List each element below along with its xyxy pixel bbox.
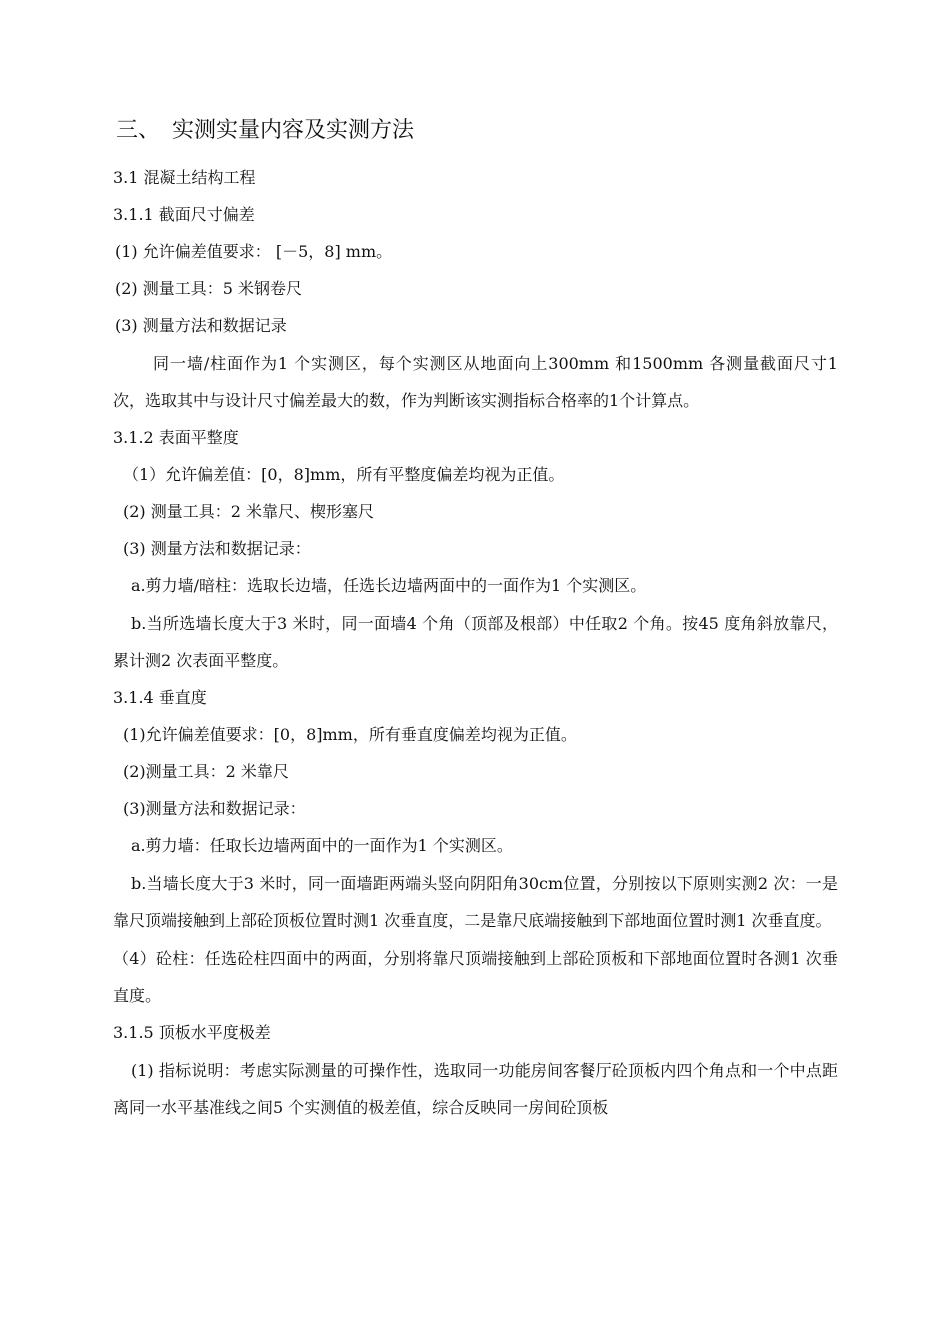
paragraph-3-1-1: 同一墙/柱面作为1 个实测区，每个实测区从地面向上300mm 和1500mm 各测量截面尺寸1 次，选取其中与设计尺寸偏差最大的数，作为判断该实测指标合格率的1个计算点。	[113, 354, 838, 410]
heading-3-1-4: 3.1.4 垂直度	[113, 688, 207, 707]
heading-3-1-1: 3.1.1 截面尺寸偏差	[113, 205, 255, 224]
section-number: 三、	[116, 118, 161, 143]
heading-3-1: 3.1 混凝土结构工程	[113, 168, 256, 187]
item-3-1-1-1: (1) 允许偏差值要求： [－5，8] mm。	[115, 242, 393, 261]
item-3-1-4-a: a.剪力墙：任取长边墙两面中的一面作为1 个实测区。	[131, 836, 513, 855]
section-title	[116, 116, 838, 146]
item-3-1-5-1: (1) 指标说明：考虑实际测量的可操作性，选取同一功能房间客餐厅砼顶板内四个角点和一个中点距离同一水平基准线之间5 个实测值的极差值，综合反映同一房间砼顶板	[113, 1061, 838, 1117]
item-3-1-4-3: (3)测量方法和数据记录：	[123, 799, 306, 818]
item-3-1-4-2: (2)测量工具：2 米靠尺	[123, 762, 289, 781]
item-3-1-2-a: a.剪力墙/暗柱：选取长边墙，任选长边墙两面中的一面作为1 个实测区。	[131, 576, 647, 595]
heading-3-1-5: 3.1.5 顶板水平度极差	[113, 1023, 271, 1042]
item-3-1-4-b: b.当墙长度大于3 米时，同一面墙距两端头竖向阴阳角30cm位置，分别按以下原则实测2 次：一是靠尺顶端接触到上部砼顶板位置时测1 次垂直度，二是靠尺底端接触到下部地面位置时测1 次垂直度。	[113, 874, 838, 930]
item-3-1-1-3: (3) 测量方法和数据记录	[115, 316, 287, 335]
document-body	[113, 116, 838, 1135]
item-3-1-1-2: (2) 测量工具：5 米钢卷尺	[115, 279, 303, 298]
section-title-text: 实测实量内容及实测方法	[172, 118, 415, 143]
item-3-1-4-4: （4）砼柱：任选砼柱四面中的两面，分别将靠尺顶端接触到上部砼顶板和下部地面位置时各测1 次垂直度。	[113, 949, 838, 1005]
item-3-1-2-3: (3) 测量方法和数据记录：	[123, 539, 311, 558]
item-3-1-2-2: (2) 测量工具：2 米靠尺、楔形塞尺	[123, 502, 375, 521]
item-3-1-2-1: （1）允许偏差值：[0，8]mm，所有平整度偏差均视为正值。	[123, 465, 565, 484]
item-3-1-4-1: (1)允许偏差值要求：[0，8]mm，所有垂直度偏差均视为正值。	[123, 725, 577, 744]
item-3-1-2-b: b.当所选墙长度大于3 米时，同一面墙4 个角（顶部及根部）中任取2 个角。按45 度角斜放靠尺，累计测2 次表面平整度。	[113, 614, 838, 670]
heading-3-1-2: 3.1.2 表面平整度	[113, 428, 239, 447]
